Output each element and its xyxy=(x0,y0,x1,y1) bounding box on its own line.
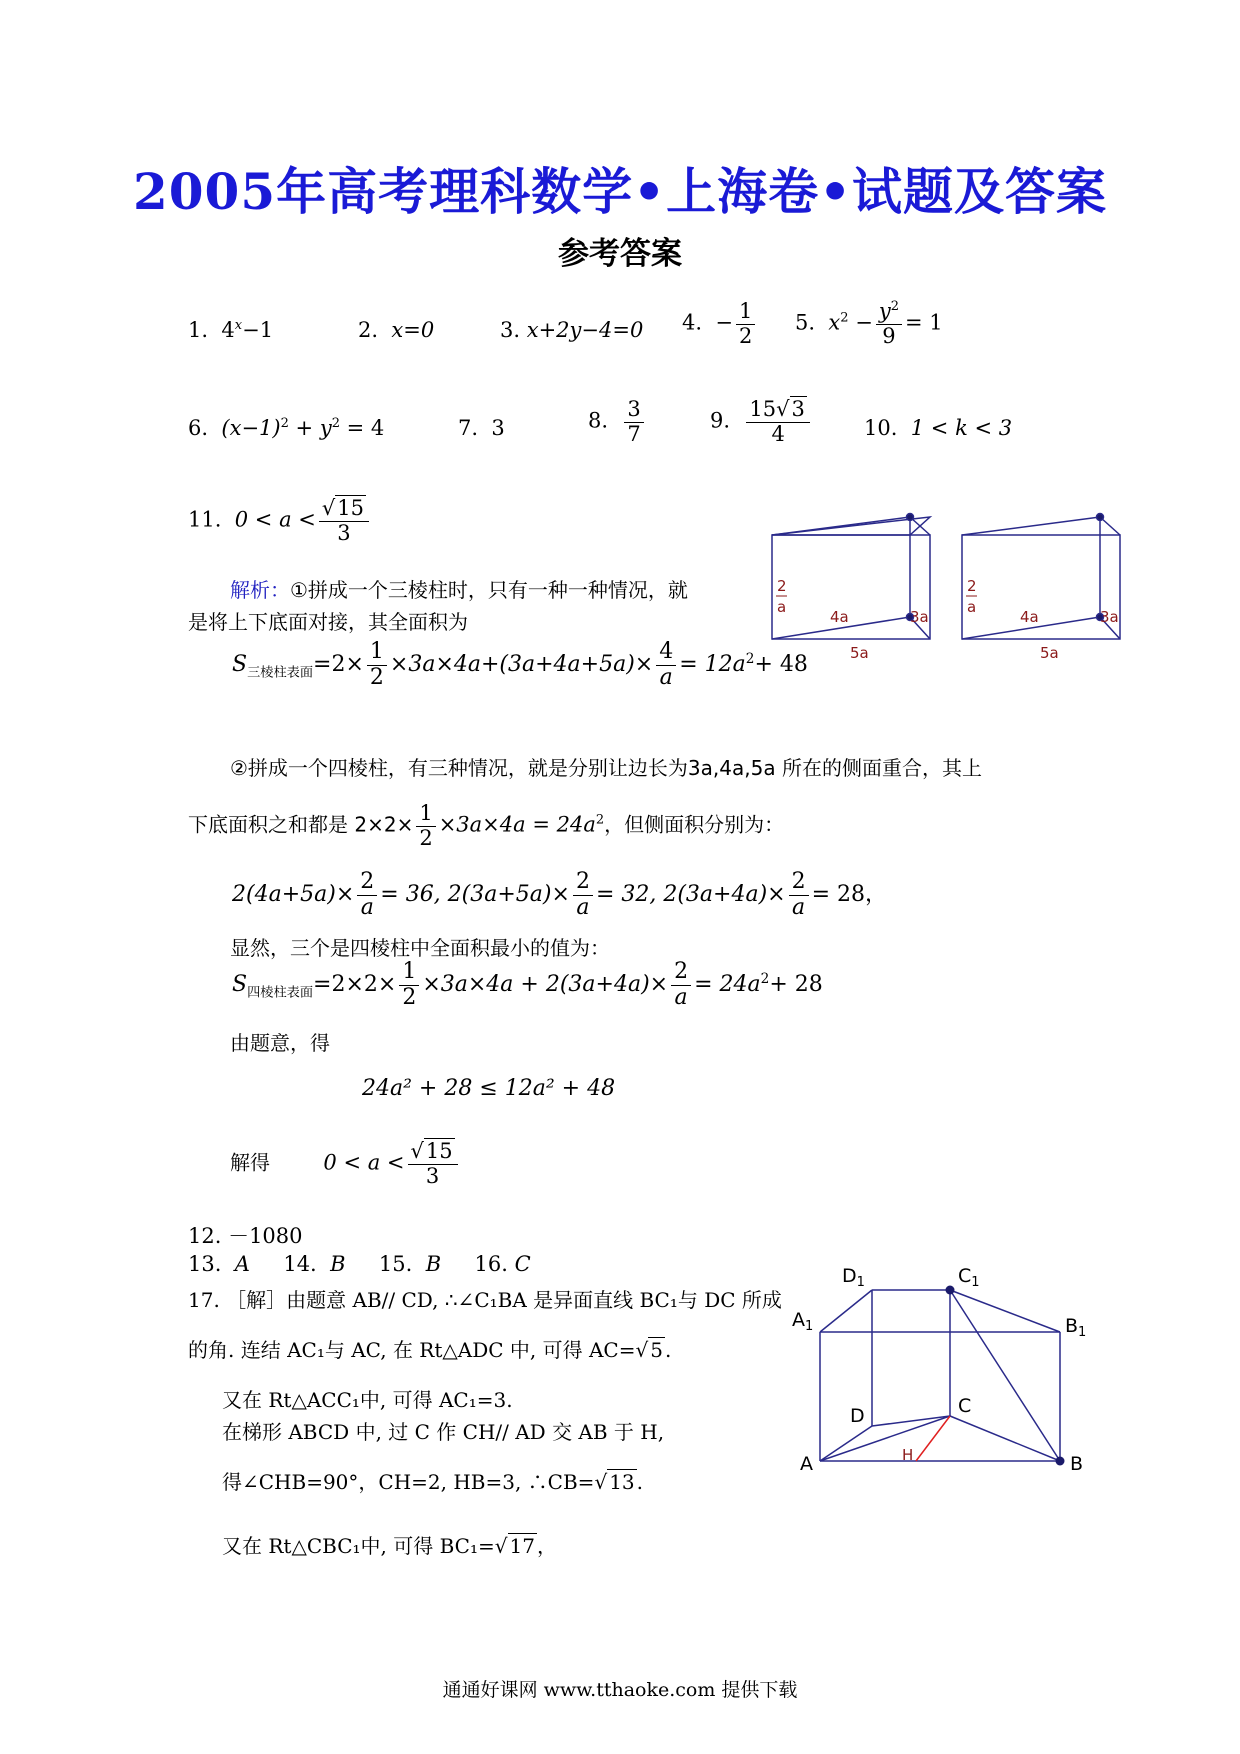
label-height-num-2: 2 xyxy=(967,577,977,595)
formula-s-prism4: $S_{四棱柱表面}=2\times 2\times$ $\frac{1}{2}$ ×3a×4a + 2(3a+4a)× $\frac{2}{a}$ = $24a^2+ 28$ xyxy=(232,959,823,1010)
formula-s-prism3: $S_{三棱柱表面}=2\times$ $\frac{1}{2}$ ×3a×4a+(3a+4a+5a)× $\frac{4}{a}$ = $12a^2+ 48$ xyxy=(232,639,808,690)
answer-6: 6. $(x-1)^2 + y^2 = 4$ xyxy=(188,416,385,440)
label-3a: 3a xyxy=(910,608,929,626)
answer-5: 5. $x^2$ − $\frac{y^2}{9}$ = 1 xyxy=(795,299,943,348)
answers-13-16: 13. A 14. B 15. B 16. C xyxy=(188,1252,531,1276)
analysis-line-1: 解析：①拼成一个三棱柱时，只有一种一种情况，就 xyxy=(230,578,688,602)
q17-line-2: 的角. 连结 AC₁与 AC, 在 Rt△ADC 中, 可得 AC=√ 5 . xyxy=(188,1338,672,1362)
label-a: A xyxy=(800,1453,813,1475)
answer-1: 1. $4^x-1$ xyxy=(188,318,274,342)
analysis-line-5: 2(4a+5a)× $\frac{2}{a}$ = 36, 2(3a+5a)× $\frac{2}{a}$ = 32, 2(3a+4a)× $\frac{2}{a}$ = 28， xyxy=(232,869,888,920)
point-c1 xyxy=(946,1286,955,1295)
answer-9: 9. $\frac{15√3}{4}$ xyxy=(710,398,813,446)
answer-7: 7. 3 xyxy=(458,416,505,440)
label-b: B xyxy=(1070,1453,1084,1475)
label-4a-2: 4a xyxy=(1020,608,1039,626)
label-d1: $D_1$ xyxy=(842,1265,865,1290)
q17-line-6: 又在 Rt△CBC₁中, 可得 BC₁=√ 17 ， xyxy=(222,1534,557,1558)
prism-figure-right xyxy=(962,514,1120,640)
solution: 解得 0 < a < $\frac{√15}{3}$ xyxy=(230,1140,461,1188)
prism-3d-figure xyxy=(790,1260,1100,1500)
analysis-line-7: 由题意，得 xyxy=(230,1031,330,1055)
label-5a-2: 5a xyxy=(1040,644,1059,662)
q17-line-5: 得∠CHB=90°，CH=2, HB=3, ∴CB=√ 13 . xyxy=(222,1470,644,1494)
answer-2: 2. x=0 xyxy=(358,318,435,342)
answer-10: 10. 1 < k < 3 xyxy=(864,416,1013,440)
point-b xyxy=(1056,1457,1065,1466)
analysis-line-2: 是将上下底面对接，其全面积为 xyxy=(188,610,468,634)
label-5a: 5a xyxy=(850,644,869,662)
analysis-line-6: 显然，三个是四棱柱中全面积最小的值为： xyxy=(230,936,610,960)
answer-11: 11. 0 < a < $\frac{√15}{3}$ xyxy=(188,497,372,545)
label-a1: $A_1$ xyxy=(792,1309,814,1334)
footer: 通通好课网 www.tthaoke.com 提供下载 xyxy=(442,1679,798,1701)
label-c1: $C_1$ xyxy=(958,1265,980,1290)
page-title: 2005年高考理科数学•上海卷•试题及答案 xyxy=(132,162,1108,221)
label-height-den: a xyxy=(777,598,787,616)
segment-ch xyxy=(916,1416,950,1461)
label-4a: 4a xyxy=(830,608,849,626)
label-height-num: 2 xyxy=(777,577,787,595)
label-c: C xyxy=(958,1395,972,1417)
label-3a-2: 3a xyxy=(1100,608,1119,626)
analysis-line-4: 下底面积之和都是 2×2× $\frac{1}{2}$ $\times 3a\times 4a = 24a^2$，但侧面积分别为： xyxy=(188,801,785,850)
inequality: 24a² + 28 ≤ 12a² + 48 xyxy=(362,1076,616,1101)
analysis-line-3: ②拼成一个四棱柱，有三种情况，就是分别让边长为3a,4a,5a 所在的侧面重合，其上 xyxy=(230,756,982,780)
page-subtitle: 参考答案 xyxy=(558,236,682,272)
answer-3: 3. x+2y−4=0 xyxy=(500,318,644,342)
answer-4: 4. − $\frac{1}{2}$ xyxy=(682,300,758,348)
q17-line-1: 17. ［解］由题意 AB// CD, ∴∠C₁BA 是异面直线 BC₁与 DC 所成 xyxy=(188,1288,782,1312)
q17-line-3: 又在 Rt△ACC₁中, 可得 AC₁=3. xyxy=(222,1388,513,1412)
label-d: D xyxy=(850,1405,865,1427)
prism-figures xyxy=(765,505,1130,665)
prism-figure-left xyxy=(772,514,930,640)
label-h: H xyxy=(902,1446,914,1464)
answer-12: 12. －1080 xyxy=(188,1224,303,1248)
label-height-den-2: a xyxy=(967,598,977,616)
answer-8: 8. $\frac{3}{7}$ xyxy=(588,398,647,446)
label-b1: $B_1$ xyxy=(1065,1315,1087,1340)
q17-line-4: 在梯形 ABCD 中, 过 C 作 CH// AD 交 AB 于 H, xyxy=(222,1420,665,1444)
